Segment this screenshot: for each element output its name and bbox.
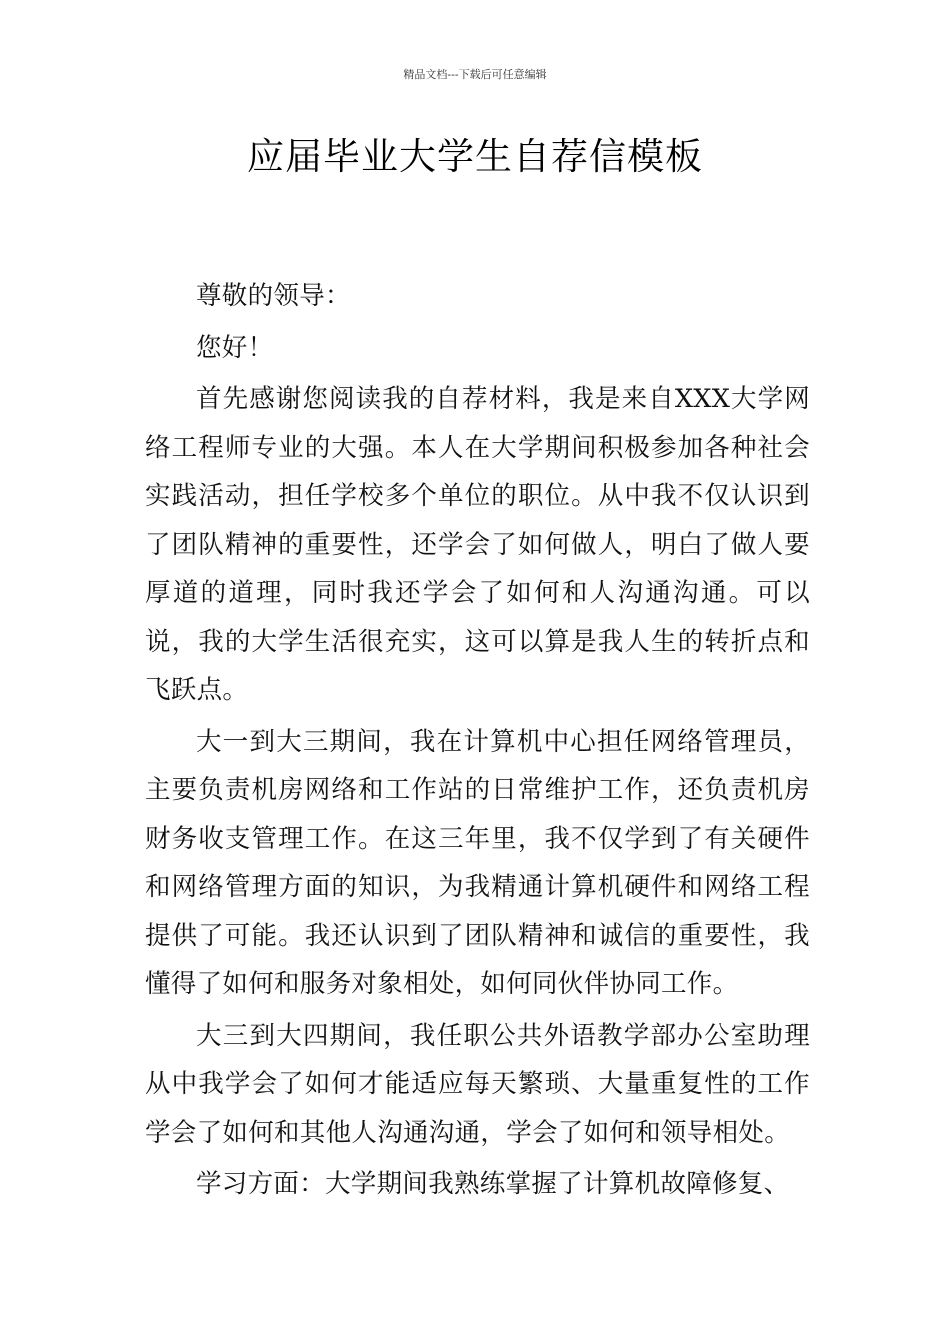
document-title: 应届毕业大学生自荐信模板 (247, 135, 703, 178)
body-paragraph: 首先感谢您阅读我的自荐材料，我是来自XXX大学网络工程师专业的大强。本人在大学期间积极参加各种社会实践活动，担任学校多个单位的职位。从中我不仅认识到了团队精神的重要性，还学会了如何做人，明白了做人要厚道的道理，同时我还学会了如何和人沟通沟通。可以说，我的大学生活很充实，这可以算是我人生的转折点和飞跃点。 (145, 384, 810, 705)
body-paragraph: 大三到大四期间，我任职公共外语教学部办公室助理从中我学会了如何才能适应每天繁琐、大量重复性的工作学会了如何和其他人沟通沟通，学会了如何和领导相处。 (145, 1020, 810, 1148)
salutation: 尊敬的领导： (196, 281, 351, 311)
greeting: 您好！ (196, 332, 274, 363)
letter-body (145, 272, 810, 1212)
body-paragraph: 大一到大三期间，我在计算机中心担任网络管理员，主要负责机房网络和工作站的日常维护工作，还负责机房财务收支管理工作。在这三年里，我不仅学到了有关硬件和网络管理方面的知识，为我精通计算机硬件和网络工程提供了可能。我还认识到了团队精神和诚信的重要性，我懂得了如何和服务对象相处，如何同伙伴协同工作。 (145, 726, 810, 999)
header-note: 精品文档---下载后可任意编辑 (403, 68, 547, 81)
body-paragraph: 学习方面：大学期间我熟练掌握了计算机故障修复、 (196, 1169, 790, 1199)
